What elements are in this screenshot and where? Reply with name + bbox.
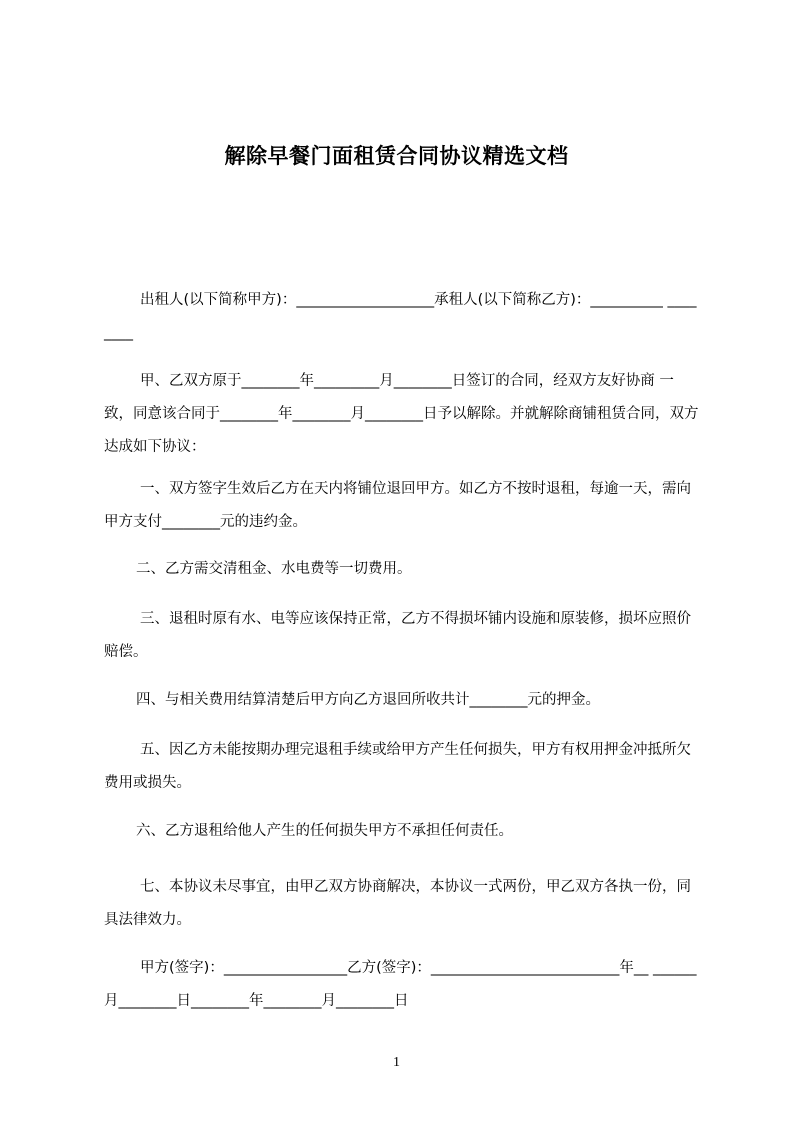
paragraph-clause-1: 一、双方签字生效后乙方在天内将铺位退回甲方。如乙方不按时退租，每逾一天，需向甲方支付________元的违约金。 xyxy=(104,481,691,530)
paragraph-clause-7: 七、本协议未尽事宜，由甲乙双方协商解决，本协议一式两份，甲乙双方各执一份，同具法律效力。 xyxy=(104,879,691,928)
paragraph-parties: 出租人(以下简称甲方)：___________________承租人(以下简称乙方)：__________ ________ xyxy=(104,292,697,341)
paragraph-clause-4: 四、与相关费用结算清楚后甲方向乙方退回所收共计________元的押金。 xyxy=(136,692,600,708)
paragraph-intro: 甲、乙双方原于________年_________月________日签订的合同，经双方友好协商 一致，同意该合同于________年________月________日予以解除。并就解除商铺租赁合同，双方达成如下协议： xyxy=(104,373,699,455)
paragraph-clause-5: 五、因乙方未能按期办理完退租手续或给甲方产生任何损失，甲方有权用押金冲抵所欠费用或损失。 xyxy=(104,742,691,791)
document-title: 解除早餐门面租赁合同协议精选文档 xyxy=(224,144,569,168)
paragraph-clause-3: 三、退租时原有水、电等应该保持正常，乙方不得损坏铺内设施和原装修，损坏应照价赔偿。 xyxy=(104,611,691,660)
page-number: 1 xyxy=(393,1055,400,1070)
paragraph-signatures: 甲方(签字)：_________________乙方(签字)：__________________________年__ ______月________日________年________月________日 xyxy=(104,960,697,1009)
paragraph-clause-2: 二、乙方需交清租金、水电费等一切费用。 xyxy=(136,561,412,577)
paragraph-clause-6: 六、乙方退租给他人产生的任何损失甲方不承担任何责任。 xyxy=(136,823,513,839)
